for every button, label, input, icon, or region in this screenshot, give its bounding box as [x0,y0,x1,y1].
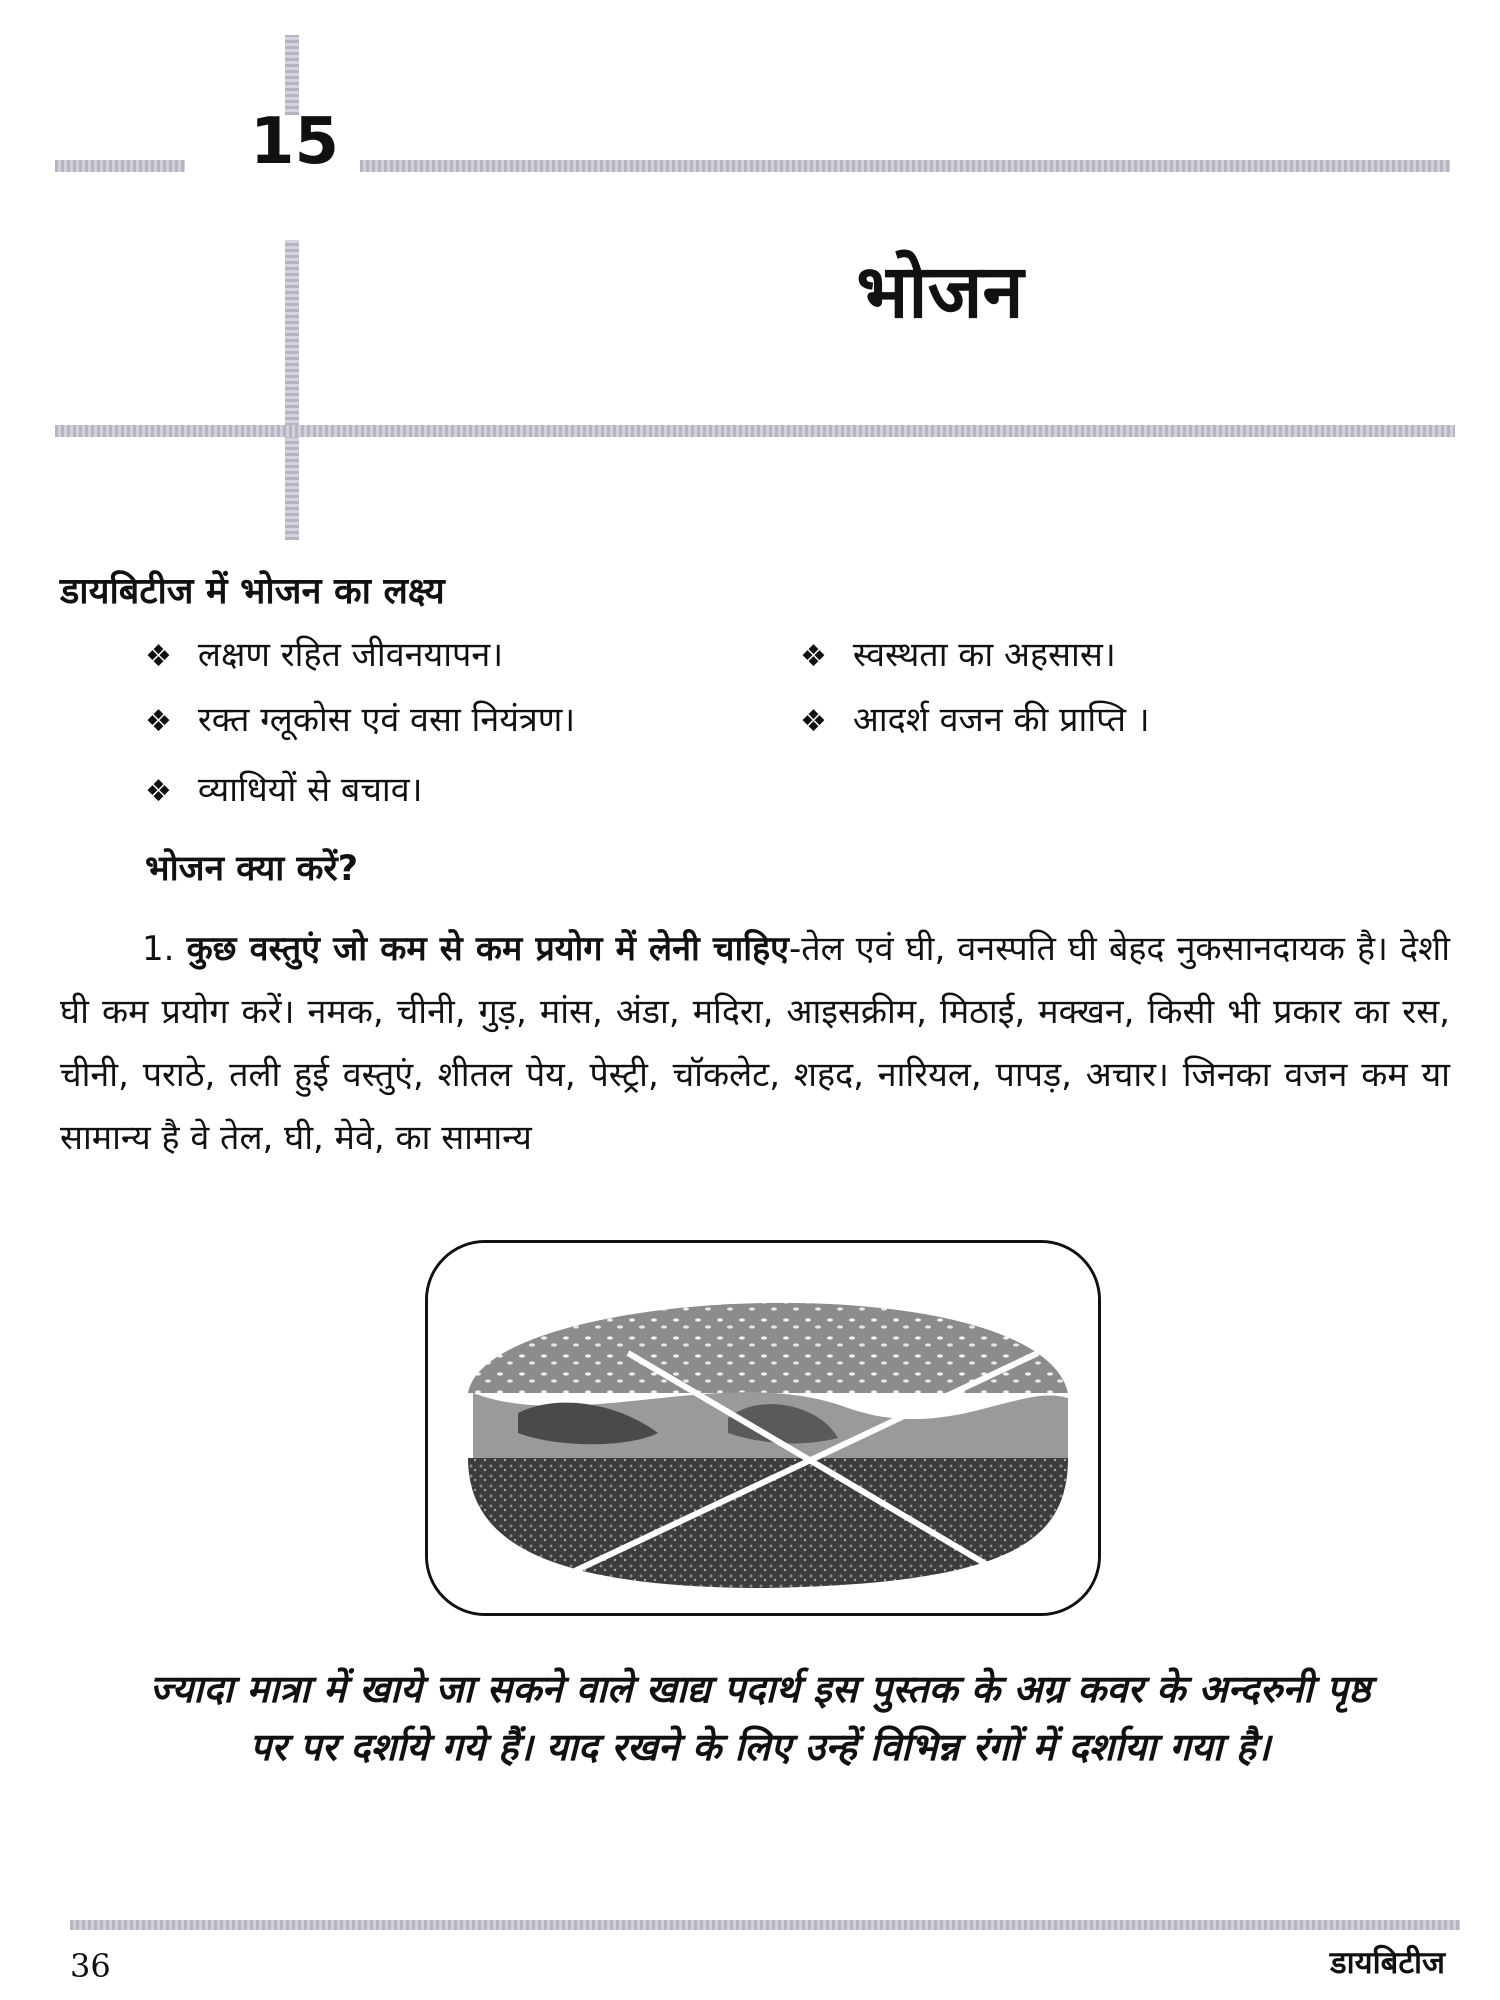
chapter-number: 15 [250,105,340,179]
burger-illustration [428,1243,1098,1613]
vertical-rule-upper [285,35,299,115]
goal-item [145,700,575,741]
paragraph-bold-lead: कुछ वस्तुएं जो कम से कम प्रयोग में लेनी चाहिए [186,929,789,969]
chapter-title: भोजन [856,249,1024,335]
bullet-icon: ❖ [145,704,172,739]
goal-item-text: स्वस्थता का अहसास। [852,635,1116,675]
footer-rule [70,1920,1460,1930]
header-bottom-rule [55,425,1455,437]
top-rule-left [55,160,185,172]
bullet-icon: ❖ [145,774,172,809]
goal-item-text: आदर्श वजन की प्राप्ति । [852,700,1150,740]
bullet-icon: ❖ [800,704,827,739]
paragraph-text: -तेल एवं घी, वनस्पति घी बेहद नुकसानदायक है। देशी घी कम प्रयोग करें। नमक, चीनी, गुड़, मांस, अंडा, मदिरा, आइसक्रीम, मिठाई, मक्खन, किसी भी प्रकार का रस, चीनी, पराठे, तली हुई वस्तुएं, शीतल पेय, पेस्ट्री, चॉकलेट, शहद, नारियल, पापड़, अचार। जिनका वजन कम या सामान्य है वे तेल, घी, मेवे, का सामान्य [60,929,1451,1158]
food-section-heading: भोजन क्या करें? [145,849,359,889]
body-paragraph [60,918,1450,1170]
goal-item [145,770,423,811]
vertical-rule-lower [285,240,299,540]
goal-item [145,635,503,676]
paragraph-number: 1. [142,929,175,969]
goals-heading: डायबिटीज में भोजन का लक्ष्य [60,571,445,612]
goal-item-text: व्याधियों से बचाव। [197,770,423,810]
page-number: 36 [70,1947,111,1985]
caption-text: ज्यादा मात्रा में खाये जा सकने वाले खाद्य पदार्थ इस पुस्तक के अग्र कवर के अन्दरुनी पृष्ठ पर पर दर्शाये गये हैं। याद रखने के लिए उन्हें विभिन्न रंगों में दर्शाया गया है। [149,1667,1371,1769]
crossed-out-burger-image [425,1240,1101,1616]
bullet-icon: ❖ [800,639,827,674]
bullet-icon: ❖ [145,639,172,674]
goal-item-text: लक्षण रहित जीवनयापन। [197,635,504,675]
goal-item [800,635,1116,676]
goal-item-text: रक्त ग्लूकोस एवं वसा नियंत्रण। [197,700,576,740]
goal-item [800,700,1150,741]
running-title: डायबिटीज [1330,1945,1445,1981]
top-rule-right [360,160,1450,172]
